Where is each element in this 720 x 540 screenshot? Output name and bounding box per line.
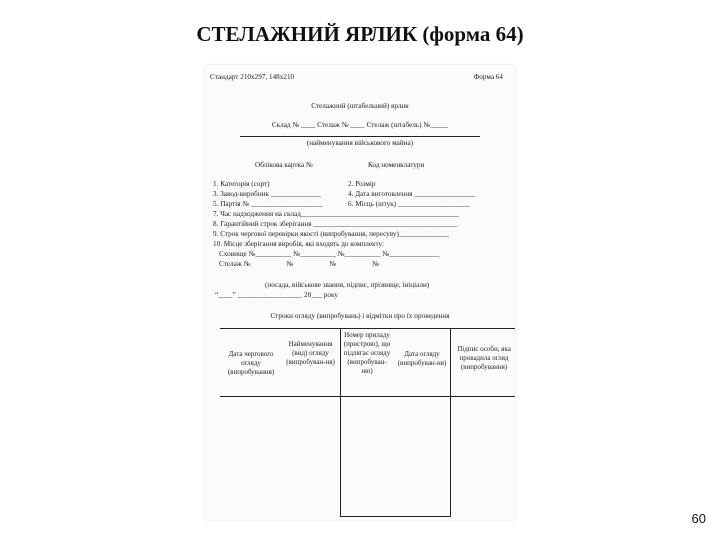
column-header: Підпис особи, яка провадила огляд (випробування) <box>457 345 511 371</box>
date-line: “____” __________________ 20___ року <box>215 291 338 299</box>
column-header: Номер приладу (пристрою), що підлягає огляду (випробуван-ню) <box>343 331 391 375</box>
nomenclature-code: Код номенклатури <box>368 161 425 169</box>
form-number: Форма 64 <box>473 73 503 81</box>
column-header: Дата огляду (випробуван-ня) <box>397 350 447 367</box>
field-pieces: 6. Місць (штук) ____________________ <box>348 200 470 208</box>
form-heading: Стелажний (штабельний) ярлик <box>311 102 409 110</box>
table-header-line <box>220 396 515 397</box>
field-storage-place: 10. Місце зберігання виробів, які входять до комплекту: <box>213 240 384 248</box>
signature-caption: (посада, військове звання, підпис, прізвище, ініціали) <box>265 281 430 289</box>
column-header: Найменування (вид) огляду (випробуван-ня) <box>286 340 335 366</box>
column-header: Дата чергового огляду (випробування) <box>227 350 275 376</box>
field-manufacturer: 3. Завод-виробник ______________ <box>213 190 322 198</box>
field-size: 2. Розмір <box>348 180 376 188</box>
slide-title: СТЕЛАЖНИЙ ЯРЛИК (форма 64) <box>196 22 524 46</box>
field-batch: 5. Партія № ____________________ <box>213 200 323 208</box>
item-name-line <box>240 136 480 137</box>
table-divider <box>340 328 341 517</box>
field-inspection: 9. Строк чергової перевірки якості (випробування, пересуву)______________ <box>213 230 450 238</box>
item-name-caption: (найменування військового майна) <box>306 139 414 147</box>
card-number: Облікова картка № <box>255 161 313 169</box>
field-production-date: 4. Дата виготовлення _________________ <box>348 190 476 198</box>
table-title: Строки огляду (випробувань) і відмітки про їх проведення <box>270 312 450 320</box>
table-top-line <box>220 328 515 329</box>
storage-line: Склад № ____ Стелаж № ____ Стелаж (штабель) №_____ <box>271 121 449 129</box>
form-document <box>205 65 515 520</box>
table-divider <box>450 328 451 517</box>
table-bottom-line <box>340 516 450 517</box>
field-category: 1. Категорія (сорт) <box>213 180 270 188</box>
standard-size: Стандарт 210x297, 148x210 <box>210 73 295 81</box>
field-arrival: 7. Час надходження на склад____________________________________________ <box>213 210 460 218</box>
storehouse-line: Сховище №__________ №__________ №__________ №______________ <box>219 250 440 258</box>
page-number: 60 <box>691 511 706 526</box>
field-warranty: 8. Гарантійний строк зберігання ________________________________________ <box>213 220 458 228</box>
rack-line: Стелаж № № № № <box>219 260 379 268</box>
